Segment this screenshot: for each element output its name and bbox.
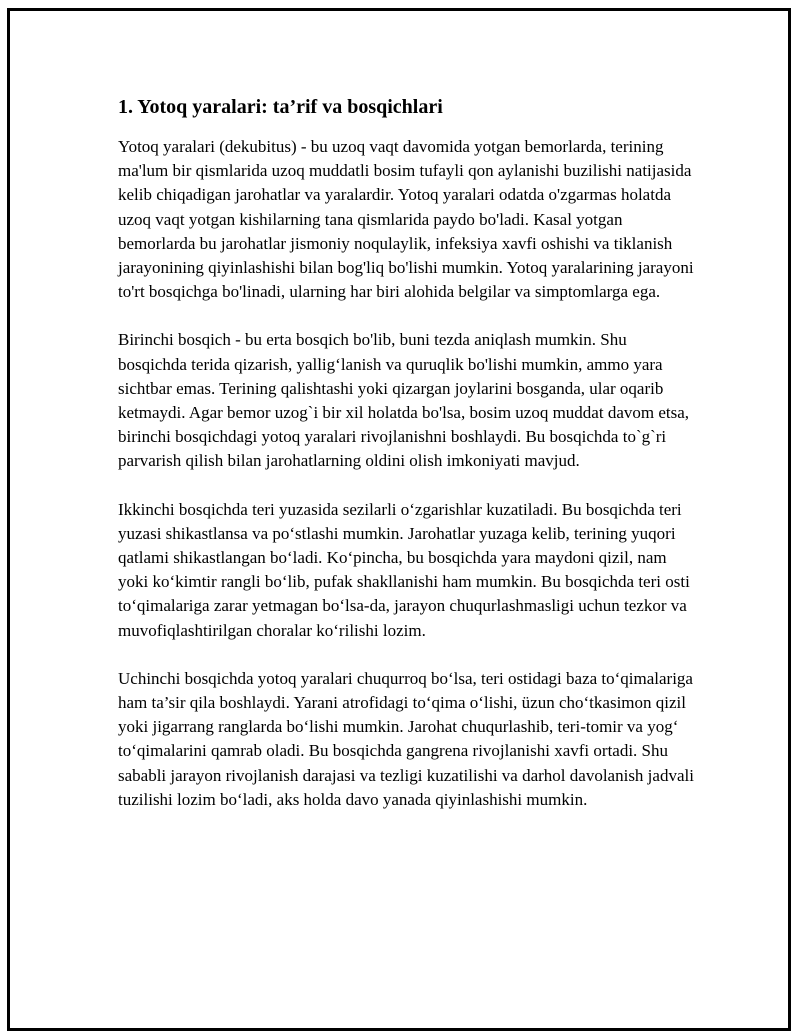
- document-body: [118, 93, 698, 836]
- paragraph-stage-two: Ikkinchi bosqichda teri yuzasida sezilarli o‘zgarishlar kuzatiladi. Bu bosqichda teri yuzasi shikastlansa va po‘stlashi mumkin. Jarohatlar yuzaga kelib, terining yuqori qatlami shikastlangan bo‘ladi. Ko‘pincha, bu bosqichda yara maydoni qizil, nam yoki ko‘kimtir rangli bo‘lib, pufak shakllanishi ham mumkin. Bu bosqichda teri osti to‘qimalariga zarar yetmagan bo‘lsa-da, jarayon chuqurlashmasligi uchun tezkor va muvofiqlashtirilgan choralar ko‘rilishi lozim.: [118, 499, 690, 640]
- paragraph-stage-one: Birinchi bosqich - bu erta bosqich bo'lib, buni tezda aniqlash mumkin. Shu bosqichda terida qizarish, yallig‘lanish va quruqlik bo'lishi mumkin, ammo yara sichtbar emas. Terining qalishtashi yoki qizargan joylarini bosganda, ular oqarib ketmaydi. Agar bemor uzog`i bir xil holatda bo'lsa, bosim uzoq muddat davom etsa, birinchi bosqichdagi yotoq yaralari rivojlanishni boshlaydi. Bu bosqichda to`g`ri parvarish qilish bilan jarohatlarning oldini olish imkoniyati mavjud.: [118, 330, 690, 471]
- section-heading: 1. Yotoq yaralari: ta’rif va bosqichlari: [118, 96, 443, 118]
- paragraph-stage-three: Uchinchi bosqichda yotoq yaralari chuqurroq bo‘lsa, teri ostidagi baza to‘qimalariga ham ta’sir qila boshlaydi. Yarani atrofidagi to‘qima o‘lishi, üzun cho‘tkasimon qizil yoki jigarrang ranglarda bo‘lishi mumkin. Jarohat chuqurlashib, teri-tomir va yog‘ to‘qimalarini qamrab oladi. Bu bosqichda gangrena rivojlanishi xavfi ortadi. Shu sababli jarayon rivojlanish darajasi va tezligi kuzatilishi va darhol davolanish jadvali tuzilishi lozim bo‘ladi, aks holda davo yanada qiyinlashishi mumkin.: [118, 668, 694, 809]
- paragraph-definition: Yotoq yaralari (dekubitus) - bu uzoq vaqt davomida yotgan bemorlarda, terining ma'lum bir qismlarida uzoq muddatli bosim tufayli qon aylanishi buzilishi natijasida kelib chiqadigan jarohatlar va yaralardir. Yotoq yaralari odatda o'zgarmas holatda uzoq vaqt yotgan kishilarning tana qismlarida paydo bo'ladi. Kasal yotgan bemorlarda bu jarohatlar jismoniy noqulaylik, infeksiya xavfi oshishi va tiklanish jarayonining qiyinlashishi bilan bog'liq bo'lishi mumkin. Yotoq yaralarining jarayoni to'rt bosqichga bo'linadi, ularning har biri alohida belgilar va simptomlarga ega.: [118, 137, 694, 302]
